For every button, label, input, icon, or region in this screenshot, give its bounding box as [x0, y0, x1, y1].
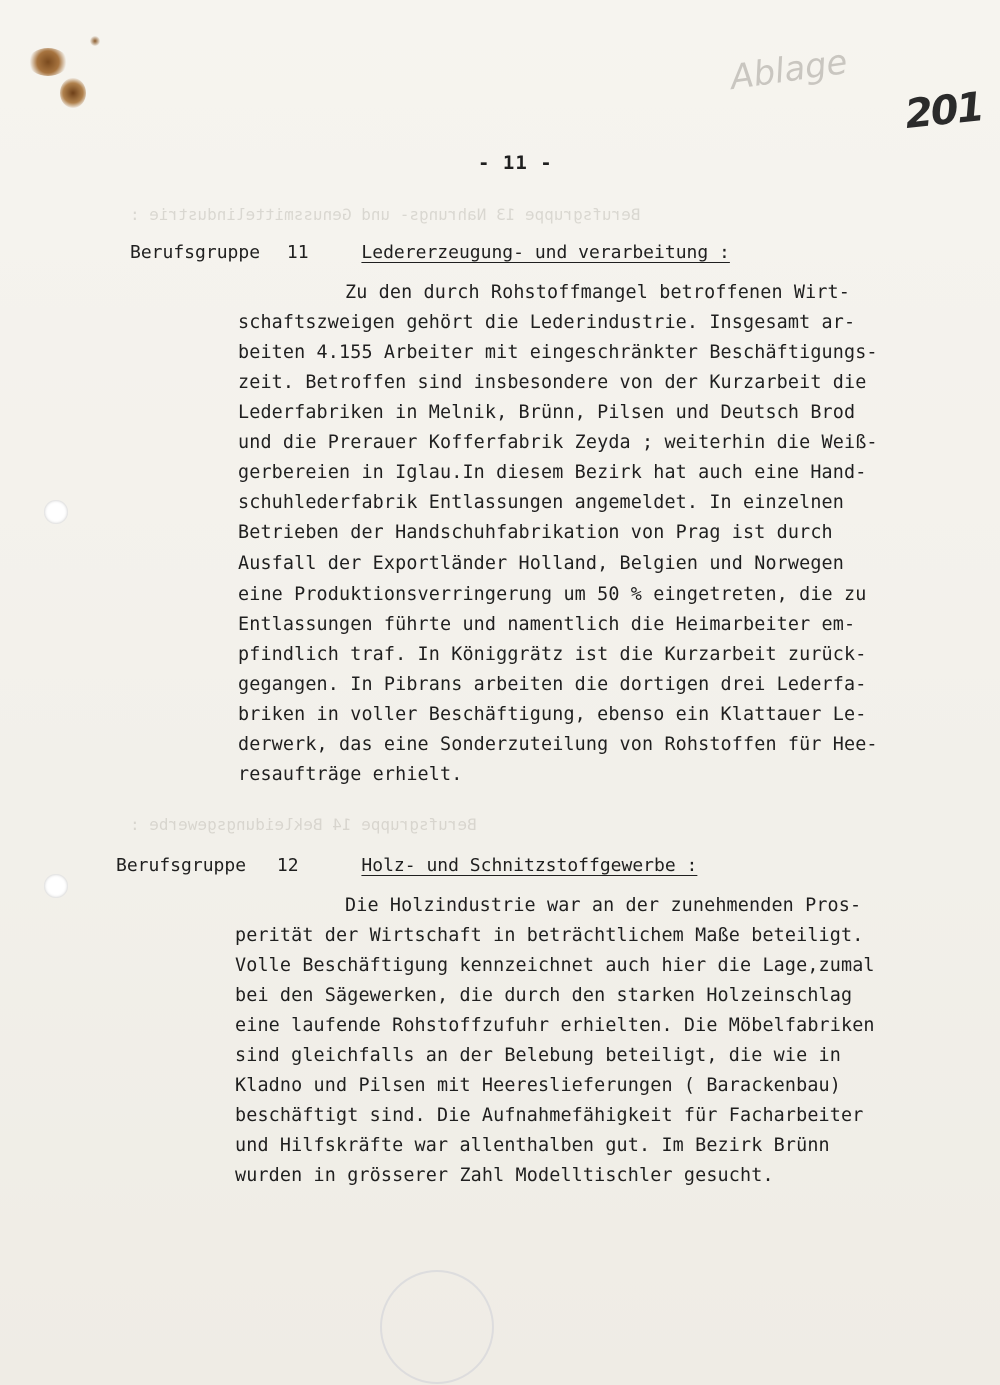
text-line: eine Produktionsverringerung um 50 % eingetreten, die zu [238, 584, 867, 605]
text-line: schuhlederfabrik Entlassungen angemeldet. In einzelnen [238, 492, 844, 513]
page-number: - 11 - [478, 152, 553, 174]
text-line: Zu den durch Rohstoffmangel betroffenen Wirt- [345, 282, 850, 303]
text-line: Lederfabriken in Melnik, Brünn, Pilsen und Deutsch Brod [238, 402, 856, 423]
text-line: briken in voller Beschäftigung, ebenso ein Klattauer Le- [238, 704, 867, 725]
group-label: Berufsgruppe [130, 242, 261, 263]
text-line: gegangen. In Pibrans arbeiten die dortigen drei Lederfa- [238, 674, 867, 695]
text-line: Die Holzindustrie war an der zunehmenden Pros- [345, 895, 862, 916]
text-line: perität der Wirtschaft in beträchtlichem Maße beteiligt. [235, 925, 864, 946]
text-line: Ausfall der Exportländer Holland, Belgien und Norwegen [238, 553, 844, 574]
section-11-heading [130, 242, 730, 263]
group-number: 12 [276, 855, 299, 876]
text-line: Entlassungen führte und namentlich die Heimarbeiter em- [238, 614, 856, 635]
text-line: schaftszweigen gehört die Lederindustrie. Insgesamt ar- [238, 312, 856, 333]
text-line: Betrieben der Handschuhfabrikation von Prag ist durch [238, 522, 833, 543]
text-line: wurden in grösserer Zahl Modelltischler gesucht. [235, 1165, 774, 1186]
section-12-heading [116, 855, 697, 876]
text-line: beschäftigt sind. Die Aufnahmefähigkeit für Facharbeiter [235, 1105, 864, 1126]
text-line: sind gleichfalls an der Belebung beteiligt, die wie in [235, 1045, 841, 1066]
bleed-through-text: Berufsgruppe 14 Bekleidungsgewerbe : [130, 815, 477, 834]
text-line: gerbereien in Iglau.In diesem Bezirk hat auch eine Hand- [238, 462, 867, 483]
text-line: und Hilfskräfte war allenthalben gut. Im Bezirk Brünn [235, 1135, 830, 1156]
text-line: resaufträge erhielt. [238, 764, 463, 785]
faint-stamp [380, 1270, 494, 1384]
text-line: bei den Sägewerken, die durch den starken Holzeinschlag [235, 985, 853, 1006]
punch-hole [44, 874, 68, 898]
group-title: Holz- und Schnitzstoffgewerbe : [361, 855, 698, 876]
group-number: 11 [286, 242, 309, 263]
text-line: derwerk, das eine Sonderzuteilung von Rohstoffen für Hee- [238, 734, 878, 755]
folio-number: 201 [902, 84, 985, 138]
punch-hole [44, 500, 68, 524]
rust-stain [28, 48, 68, 76]
group-label: Berufsgruppe [116, 855, 247, 876]
text-line: zeit. Betroffen sind insbesondere von der Kurzarbeit die [238, 372, 867, 393]
faint-pencil-mark: Ablage [727, 42, 850, 98]
text-line: beiten 4.155 Arbeiter mit eingeschränkter Beschäftigungs- [238, 342, 878, 363]
text-line: pfindlich traf. In Königgrätz ist die Kurzarbeit zurück- [238, 644, 867, 665]
text-line: Volle Beschäftigung kennzeichnet auch hier die Lage,zumal [235, 955, 875, 976]
text-line: Kladno und Pilsen mit Heereslieferungen ( Barackenbau) [235, 1075, 841, 1096]
rust-stain [60, 78, 86, 108]
bleed-through-text: Berufsgruppe 13 Nahrungs- und Genussmittelindustrie : [130, 205, 641, 224]
rust-stain [90, 36, 100, 46]
text-line: eine laufende Rohstoffzufuhr erhielten. Die Möbelfabriken [235, 1015, 875, 1036]
group-title: Ledererzeugung- und verarbeitung : [361, 242, 730, 263]
text-line: und die Prerauer Kofferfabrik Zeyda ; weiterhin die Weiß- [238, 432, 878, 453]
